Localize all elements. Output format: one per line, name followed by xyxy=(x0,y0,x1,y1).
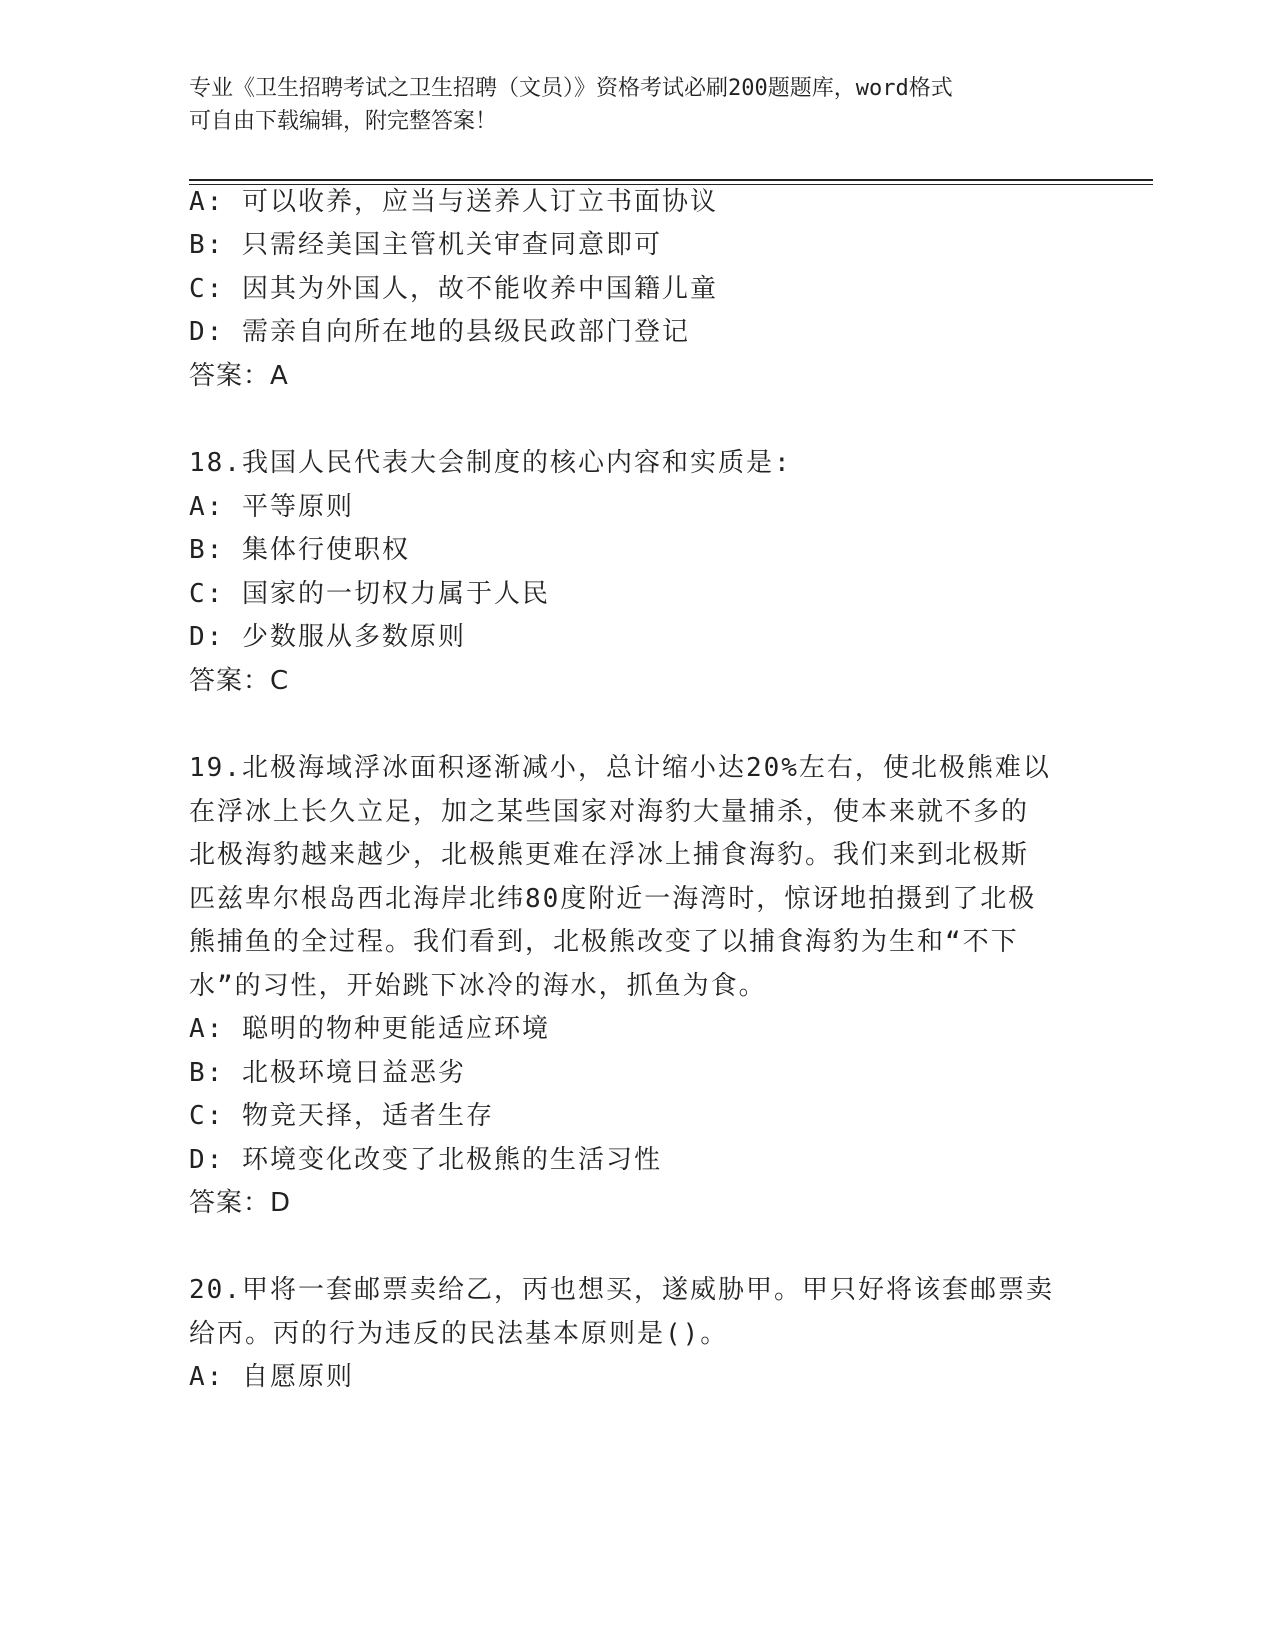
q18-option-d: D: 少数服从多数原则 xyxy=(189,622,466,652)
q20-stem-line-1: 20.甲将一套邮票卖给乙，丙也想买，遂威胁甲。甲只好将该套邮票卖 xyxy=(189,1275,1054,1305)
q17-option-c: C: 因其为外国人，故不能收养中国籍儿童 xyxy=(189,274,718,304)
q19-stem-line-2: 在浮冰上长久立足，加之某些国家对海豹大量捕杀，使本来就不多的 xyxy=(189,797,1030,827)
q19-option-b: B: 北极环境日益恶劣 xyxy=(189,1058,466,1088)
q18-option-c: C: 国家的一切权力属于人民 xyxy=(189,579,550,609)
q19-stem-line-3: 北极海豹越来越少，北极熊更难在浮冰上捕食海豹。我们来到北极斯 xyxy=(189,840,1030,870)
q19-stem-line-5: 熊捕鱼的全过程。我们看到，北极熊改变了以捕食海豹为生和“不下 xyxy=(189,927,1019,957)
q18-stem: 18.我国人民代表大会制度的核心内容和实质是: xyxy=(189,448,792,478)
q19-answer: 答案：D xyxy=(189,1188,292,1218)
q17-answer: 答案：A xyxy=(189,361,289,391)
q19-stem-line-6: 水”的习性，开始跳下冰冷的海水，抓鱼为食。 xyxy=(189,971,767,1001)
q19-stem-line-4: 匹兹卑尔根岛西北海岸北纬80度附近一海湾时，惊讶地拍摄到了北极 xyxy=(189,884,1037,914)
q19-option-d: D: 环境变化改变了北极熊的生活习性 xyxy=(189,1145,662,1175)
header-line-2: 可自由下载编辑，附完整答案！ xyxy=(189,109,498,134)
header-rule-thick xyxy=(189,179,1153,181)
q17-option-a: A: 可以收养，应当与送养人订立书面协议 xyxy=(189,187,718,217)
q19-option-c: C: 物竞天择，适者生存 xyxy=(189,1101,494,1131)
q18-option-b: B: 集体行使职权 xyxy=(189,535,410,565)
header-line-1: 专业《卫生招聘考试之卫生招聘（文员）》资格考试必刷200题题库，word格式 xyxy=(189,76,953,101)
q18-option-a: A: 平等原则 xyxy=(189,492,354,522)
q20-stem-line-2: 给丙。丙的行为违反的民法基本原则是()。 xyxy=(189,1319,729,1349)
q17-option-b: B: 只需经美国主管机关审查同意即可 xyxy=(189,230,662,260)
q19-option-a: A: 聪明的物种更能适应环境 xyxy=(189,1014,550,1044)
q17-option-d: D: 需亲自向所在地的县级民政部门登记 xyxy=(189,317,690,347)
document-header xyxy=(189,72,1069,138)
q19-stem-line-1: 19.北极海域浮冰面积逐渐减小，总计缩小达20%左右，使北极熊难以 xyxy=(189,753,1051,783)
q18-answer: 答案：C xyxy=(189,666,290,696)
q20-option-a: A: 自愿原则 xyxy=(189,1362,354,1392)
